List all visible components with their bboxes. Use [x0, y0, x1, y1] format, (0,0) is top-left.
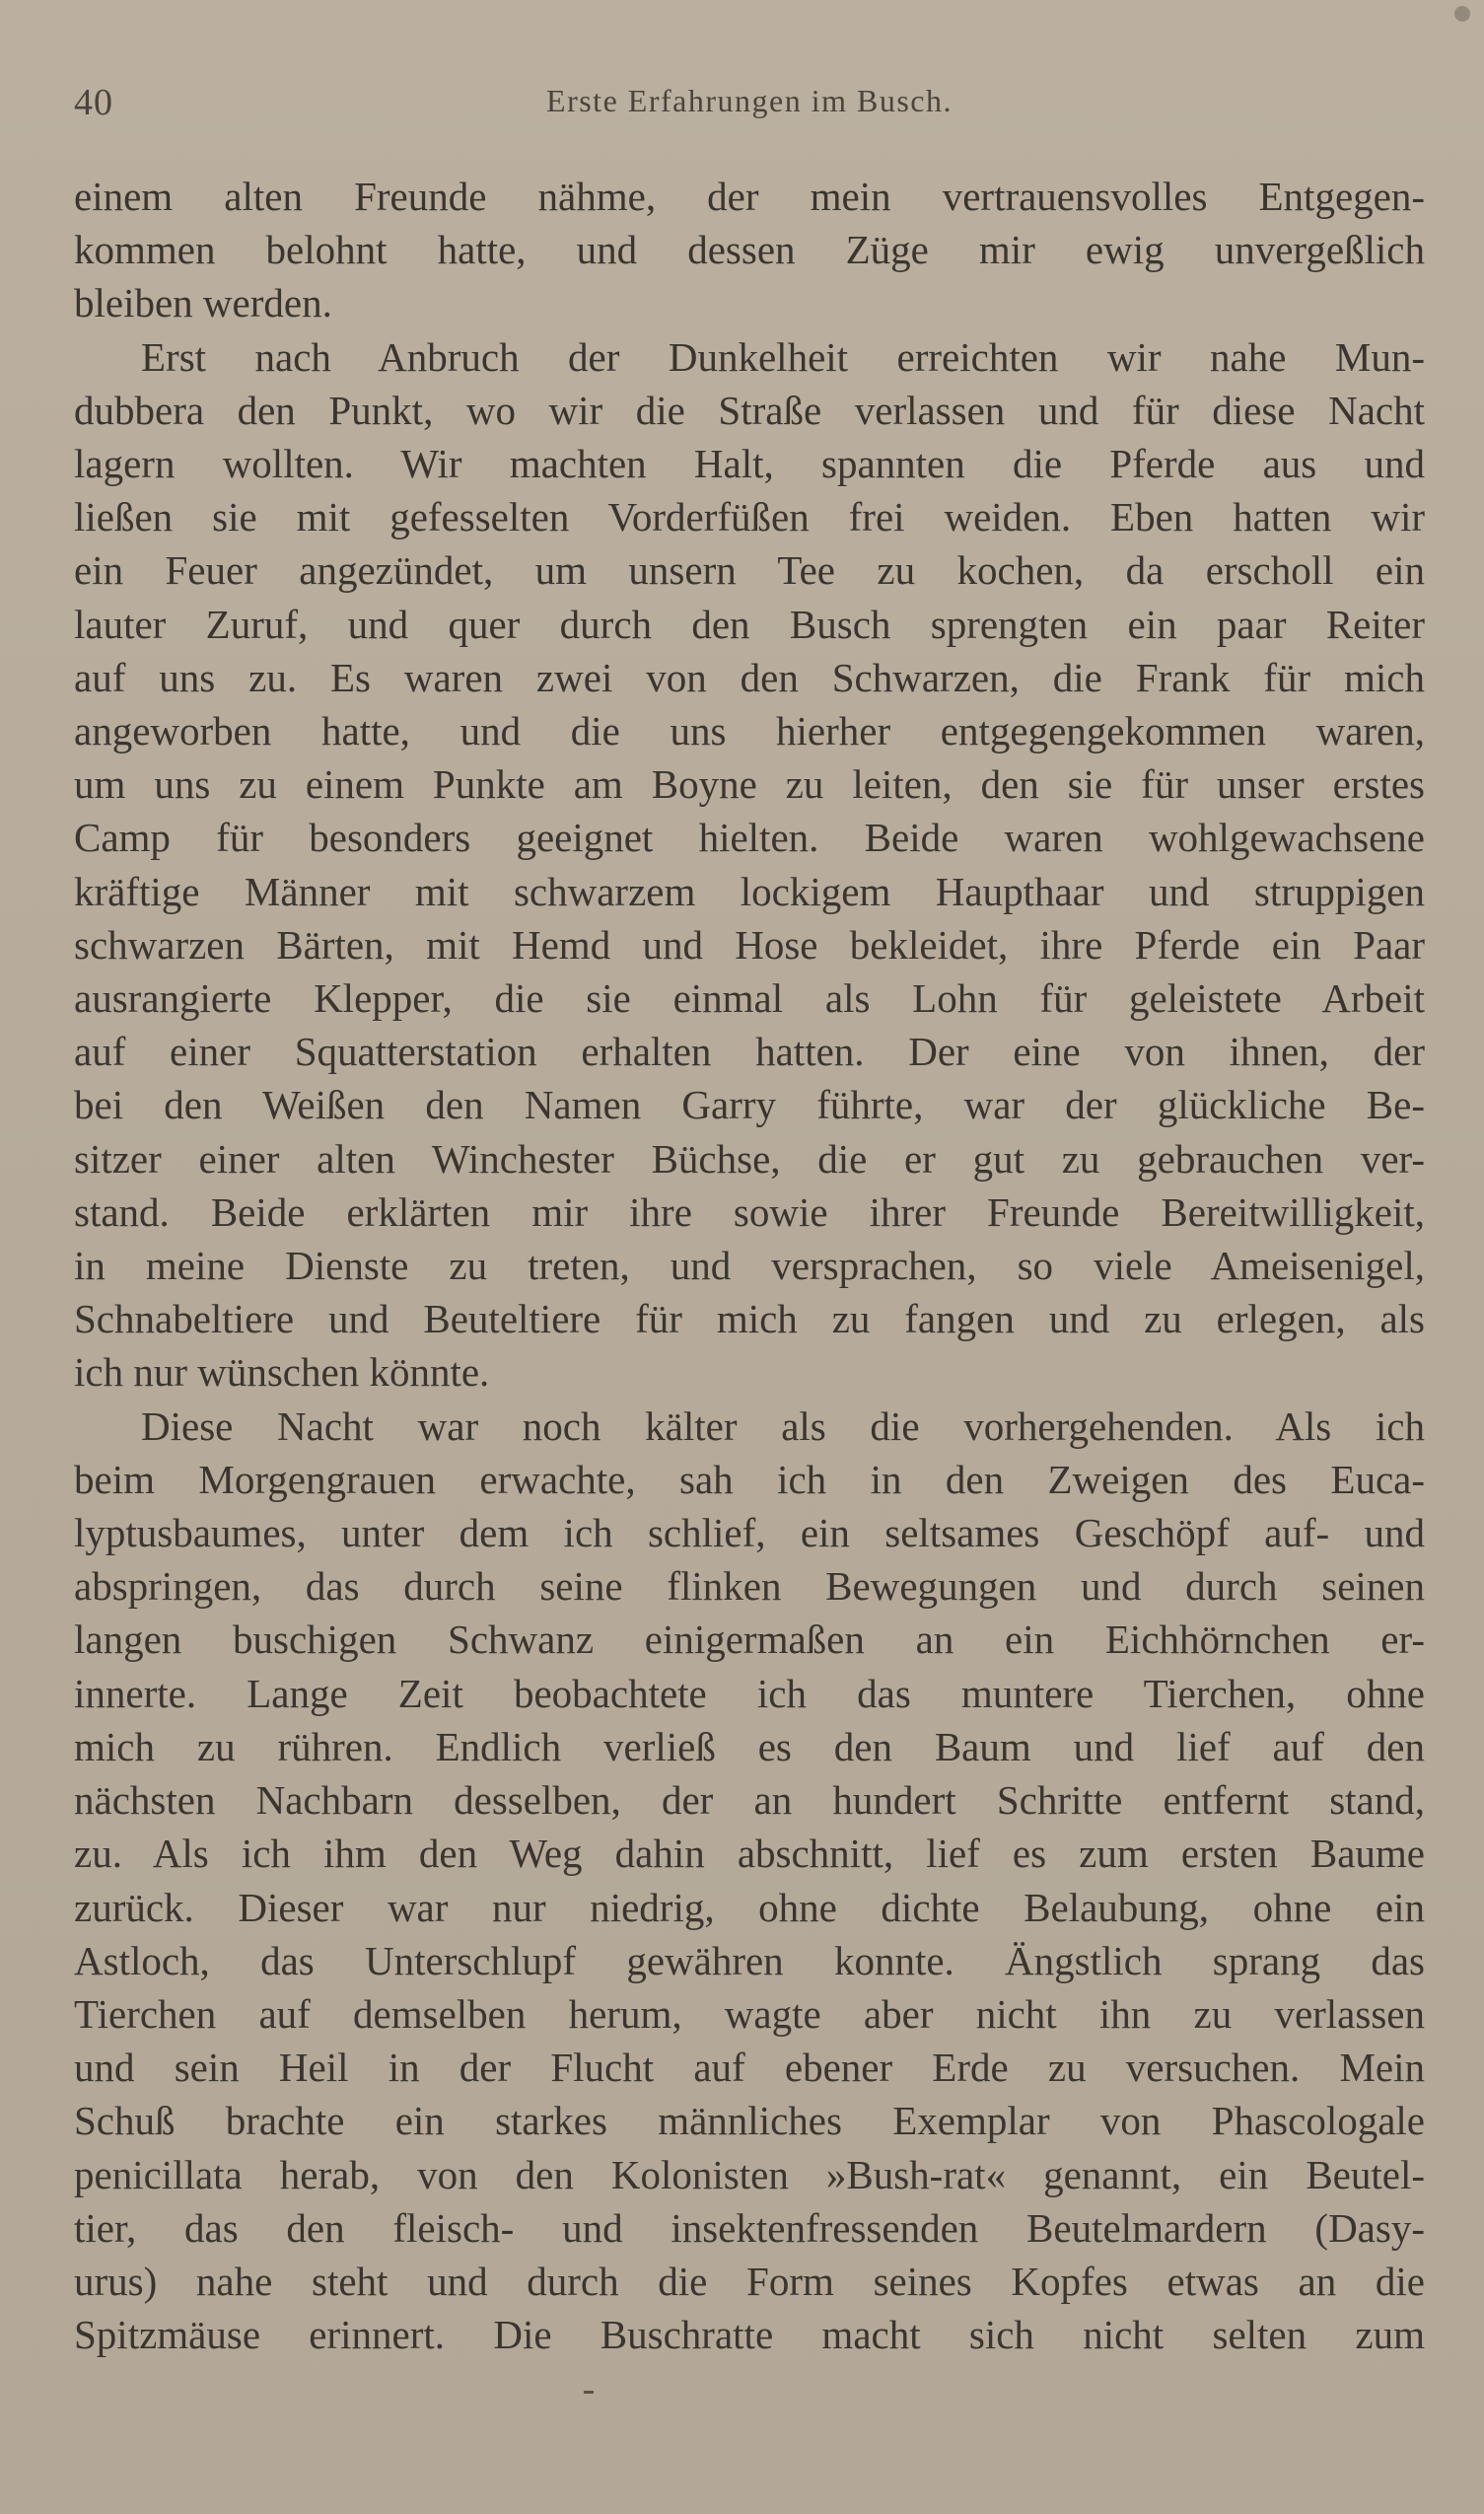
text-line: urus) nahe steht und durch die Form seines Kopfes etwas an die — [74, 2258, 1425, 2304]
text-line: in meine Dienste zu treten, und versprachen, so viele Ameisenigel, — [74, 1243, 1425, 1289]
text-line: kommen belohnt hatte, und dessen Züge mir ewig unvergeßlich — [74, 227, 1425, 273]
text-line: und sein Heil in der Flucht auf ebener Erde zu versuchen. Mein — [74, 2045, 1425, 2091]
text-line: nächsten Nachbarn desselben, der an hundert Schritte entfernt stand, — [74, 1777, 1425, 1824]
text-line: schwarzen Bärten, mit Hemd und Hose bekleidet, ihre Pferde ein Paar — [74, 921, 1425, 968]
paragraph — [74, 330, 1425, 1400]
page-number: 40 — [74, 82, 113, 123]
text-line: bei den Weißen den Namen Garry führte, war der glückliche Be- — [74, 1082, 1425, 1128]
text-line: mich zu rühren. Endlich verließ es den Baum und lief auf den — [74, 1723, 1425, 1769]
text-line: Camp für besonders geeignet hielten. Beide waren wohlgewachsene — [74, 815, 1425, 861]
text-line: lauter Zuruf, und quer durch den Busch sprengten ein paar Reiter — [74, 601, 1425, 647]
text-line: zurück. Dieser war nur niedrig, ohne dichte Belaubung, ohne ein — [74, 1884, 1425, 1930]
text-line: zu. Als ich ihm den Weg dahin abschnitt, lief es zum ersten Baume — [74, 1831, 1425, 1877]
text-line: angeworben hatte, und die uns hierher entgegengekommen waren, — [74, 708, 1425, 754]
text-line: Erst nach Anbruch der Dunkelheit erreichten wir nahe Mun- — [141, 333, 1425, 380]
text-line: ein Feuer angezündet, um unsern Tee zu kochen, da erscholl ein — [74, 547, 1425, 594]
text-line: Diese Nacht war noch kälter als die vorhergehenden. Als ich — [141, 1402, 1425, 1449]
text-line: tier, das den fleisch- und insektenfressenden Beutelmardern (Dasy- — [74, 2204, 1425, 2251]
text-line: penicillata herab, von den Kolonisten »Bush-rat« genannt, ein Beutel- — [74, 2151, 1425, 2197]
text-line: ich nur wünschen könnte. — [74, 1349, 490, 1396]
text-line: bleiben werden. — [74, 280, 332, 326]
text-line: beim Morgengrauen erwachte, sah ich in den Zweigen des Euca- — [74, 1456, 1425, 1502]
paragraph — [74, 1400, 1425, 2362]
text-line: auf uns zu. Es waren zwei von den Schwarzen, die Frank für mich — [74, 654, 1425, 700]
text-line: innerte. Lange Zeit beobachtete ich das muntere Tierchen, ohne — [74, 1670, 1425, 1716]
text-line: abspringen, das durch seine flinken Bewegungen und durch seinen — [74, 1563, 1425, 1610]
body-text — [74, 170, 1425, 2361]
text-line: kräftige Männer mit schwarzem lockigem Haupthaar und struppigen — [74, 868, 1425, 914]
paragraph — [74, 170, 1425, 330]
text-line: Schuß brachte ein starkes männliches Exemplar von Phascologale — [74, 2098, 1425, 2144]
text-line: einem alten Freunde nähme, der mein vertrauensvolles Entgegen- — [74, 174, 1425, 219]
text-line: dubbera den Punkt, wo wir die Straße verlassen und für diese Nacht — [74, 387, 1425, 433]
text-line: lagern wollten. Wir machten Halt, spannten die Pferde aus und — [74, 441, 1425, 487]
text-line: langen buschigen Schwanz einigermaßen an ein Eichhörnchen er- — [74, 1616, 1425, 1663]
text-line: auf einer Squatterstation erhalten hatten. Der eine von ihnen, der — [74, 1029, 1425, 1075]
text-line: ausrangierte Klepper, die sie einmal als Lohn für geleistete Arbeit — [74, 975, 1425, 1022]
printer-mark — [584, 2391, 594, 2394]
text-line: ließen sie mit gefesselten Vorderfüßen frei weiden. Eben hatten wir — [74, 494, 1425, 540]
text-line: stand. Beide erklärten mir ihre sowie ihrer Freunde Bereitwilligkeit, — [74, 1188, 1425, 1235]
text-line: um uns zu einem Punkte am Boyne zu leiten, den sie für unser erstes — [74, 761, 1425, 808]
text-line: sitzer einer alten Winchester Büchse, die er gut zu gebrauchen ver- — [74, 1135, 1425, 1182]
text-line: Tierchen auf demselben herum, wagte aber nicht ihn zu verlassen — [74, 1990, 1425, 2037]
text-line: Astloch, das Unterschlupf gewähren konnte. Ängstlich sprang das — [74, 1937, 1425, 1983]
running-title: Erste Erfahrungen im Busch. — [546, 83, 953, 118]
text-line: lyptusbaumes, unter dem ich schlief, ein seltsames Geschöpf auf- und — [74, 1510, 1425, 1556]
text-line: Spitzmäuse erinnert. Die Buschratte macht sich nicht selten zum — [74, 2312, 1425, 2358]
page-header — [74, 77, 1425, 126]
text-line: Schnabeltiere und Beuteltiere für mich zu fangen und zu erlegen, als — [74, 1296, 1425, 1342]
